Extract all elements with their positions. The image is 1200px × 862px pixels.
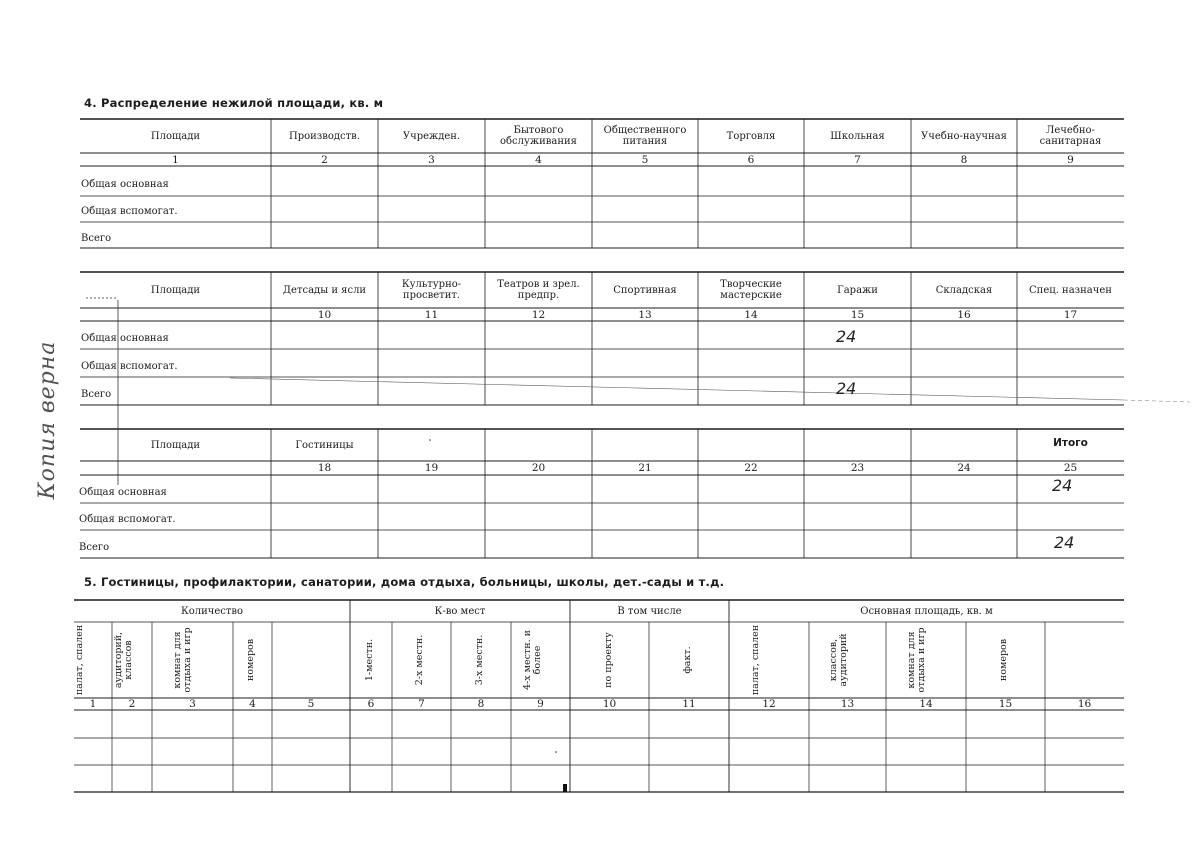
t1-col-number: 8 — [960, 154, 968, 166]
t5-sub-triple: 3-х местн. — [474, 634, 485, 686]
t2-col-number: 10 — [317, 309, 332, 321]
t1-col-number: 1 — [172, 154, 179, 166]
t3-col-number: 19 — [424, 462, 439, 474]
section-5-title: 5. Гостиницы, профилактории, санатории, дома отдыха, больницы, школы, дет.-сады и т.д. — [84, 575, 725, 589]
t5-sub-by-project: по проекту — [603, 632, 614, 688]
t5-col-number: 10 — [602, 698, 617, 710]
t3-col-number: 22 — [744, 462, 758, 474]
t5-sub-col16 — [1078, 622, 1090, 698]
t1-header-catering: Общественного питания — [603, 125, 687, 147]
t2-header-sports: Спортивная — [613, 284, 677, 296]
t2-col-number: 11 — [424, 309, 439, 321]
t3-total-all-value: 24 — [1054, 533, 1075, 552]
t3-col-number: 23 — [850, 462, 865, 474]
t5-col-number: 14 — [919, 698, 933, 710]
t5-col-number: 12 — [762, 698, 776, 710]
t5-col-number: 5 — [307, 698, 315, 710]
t5-sub-area-rest-rooms: комнат для отдыха и игр — [906, 627, 927, 693]
t1-col-number: 2 — [321, 154, 328, 166]
t2-col-number: 12 — [531, 309, 546, 321]
t5-col-number: 6 — [367, 698, 375, 710]
t2-header-theaters: Театров и зрел. предпр. — [497, 279, 580, 301]
t2-col-number: 17 — [1063, 309, 1078, 321]
t1-row-main: Общая основная — [81, 179, 169, 190]
t2-col-number: 13 — [638, 309, 652, 321]
t2-header-workshops: Творческие мастерские — [720, 279, 782, 301]
t1-header-institutions: Учрежден. — [402, 130, 461, 142]
t2-row-total: Всего — [81, 389, 112, 400]
t3-row-total: Всего — [79, 542, 110, 553]
t2-garages-total-value: 24 — [836, 379, 857, 398]
t1-row-auxiliary: Общая вспомогат. — [81, 206, 178, 217]
t3-header-hotels: Гостиницы — [295, 439, 354, 451]
t5-col-number: 7 — [418, 698, 425, 710]
t1-header-trade: Торговля — [726, 130, 776, 142]
t5-group-quantity: Количество — [180, 605, 244, 617]
t2-col-number: 16 — [957, 309, 971, 321]
t1-col-number: 6 — [747, 154, 755, 166]
t1-header-consumer-services: Бытового обслуживания — [500, 125, 577, 147]
t5-group-seats: К-во мест — [434, 605, 486, 617]
t3-col-number: 21 — [638, 462, 652, 474]
t5-sub-single: 1-местн. — [364, 638, 375, 682]
t5-sub-area-classrooms: классов, аудиторий — [828, 633, 849, 687]
t5-col-number: 15 — [998, 698, 1013, 710]
t3-col-number: 25 — [1063, 462, 1078, 474]
t5-sub-rest-rooms: комнат для отдыха и игр — [172, 627, 193, 693]
t2-header-areas: Площади — [150, 284, 201, 296]
t5-sub-classrooms: аудиторий, классов — [113, 631, 134, 689]
t5-group-including: В том числе — [617, 605, 682, 617]
t3-header-total: Итого — [1053, 436, 1088, 449]
t5-col-number: 9 — [537, 698, 544, 710]
t1-col-number: 7 — [854, 154, 861, 166]
t5-sub-rooms: номеров — [245, 638, 256, 682]
t2-header-garages: Гаражи — [837, 284, 878, 296]
t3-total-main-value: 24 — [1052, 476, 1073, 495]
t3-row-main: Общая основная — [79, 487, 167, 498]
section-4-title: 4. Распределение нежилой площади, кв. м — [84, 96, 384, 110]
t5-col-number: 3 — [189, 698, 196, 710]
t5-sub-col5 — [305, 622, 317, 698]
t2-header-cultural-educational: Культурно-просветит. — [401, 279, 462, 301]
t1-col-number: 5 — [641, 154, 649, 166]
t2-row-auxiliary: Общая вспомогат. — [81, 361, 178, 372]
t3-col-number: 20 — [531, 462, 546, 474]
t1-header-medical-sanitary: Лечебно-санитарная — [1039, 125, 1102, 147]
t2-header-kindergartens: Детсады и ясли — [282, 284, 367, 296]
t3-col-number: 24 — [957, 462, 971, 474]
t5-sub-four-plus: 4-х местн. и более — [522, 630, 543, 690]
t5-sub-wards: палат, спален — [74, 624, 85, 696]
t2-col-number: 15 — [850, 309, 865, 321]
t5-col-number: 4 — [249, 698, 256, 710]
t5-sub-actual: факт. — [682, 646, 693, 674]
t1-header-school: Школьная — [830, 130, 885, 142]
t1-col-number: 3 — [428, 154, 435, 166]
t2-row-main: Общая основная — [81, 333, 169, 344]
t5-col-number: 11 — [682, 698, 696, 710]
t1-col-number: 4 — [535, 154, 542, 166]
t5-group-main-area: Основная площадь, кв. м — [860, 605, 993, 617]
t5-sub-area-wards: палат, спален — [750, 624, 761, 696]
t2-garages-main-value: 24 — [836, 327, 857, 346]
t1-header-areas: Площади — [150, 130, 201, 142]
t2-col-number: 14 — [744, 309, 758, 321]
t5-col-number: 8 — [477, 698, 485, 710]
t5-sub-double: 2-х местн. — [414, 634, 425, 686]
t3-header-areas: Площади — [150, 439, 201, 451]
t3-col-number: 18 — [317, 462, 332, 474]
t1-header-educational-scientific: Учебно-научная — [921, 130, 1007, 142]
stamp-copy-certified: Копия верна — [35, 340, 60, 500]
t1-header-production: Производств. — [288, 130, 360, 142]
t2-header-special-purpose: Спец. назначен — [1029, 284, 1112, 296]
t1-row-total: Всего — [81, 233, 112, 244]
t5-sub-area-rooms: номеров — [998, 638, 1009, 682]
t5-col-number: 13 — [840, 698, 855, 710]
t3-row-auxiliary: Общая вспомогат. — [79, 514, 176, 525]
t5-col-number: 16 — [1077, 698, 1092, 710]
t5-col-number: 1 — [89, 698, 97, 710]
t1-col-number: 9 — [1067, 154, 1074, 166]
t2-header-storage: Складская — [935, 284, 993, 296]
t5-col-number: 2 — [128, 698, 136, 710]
